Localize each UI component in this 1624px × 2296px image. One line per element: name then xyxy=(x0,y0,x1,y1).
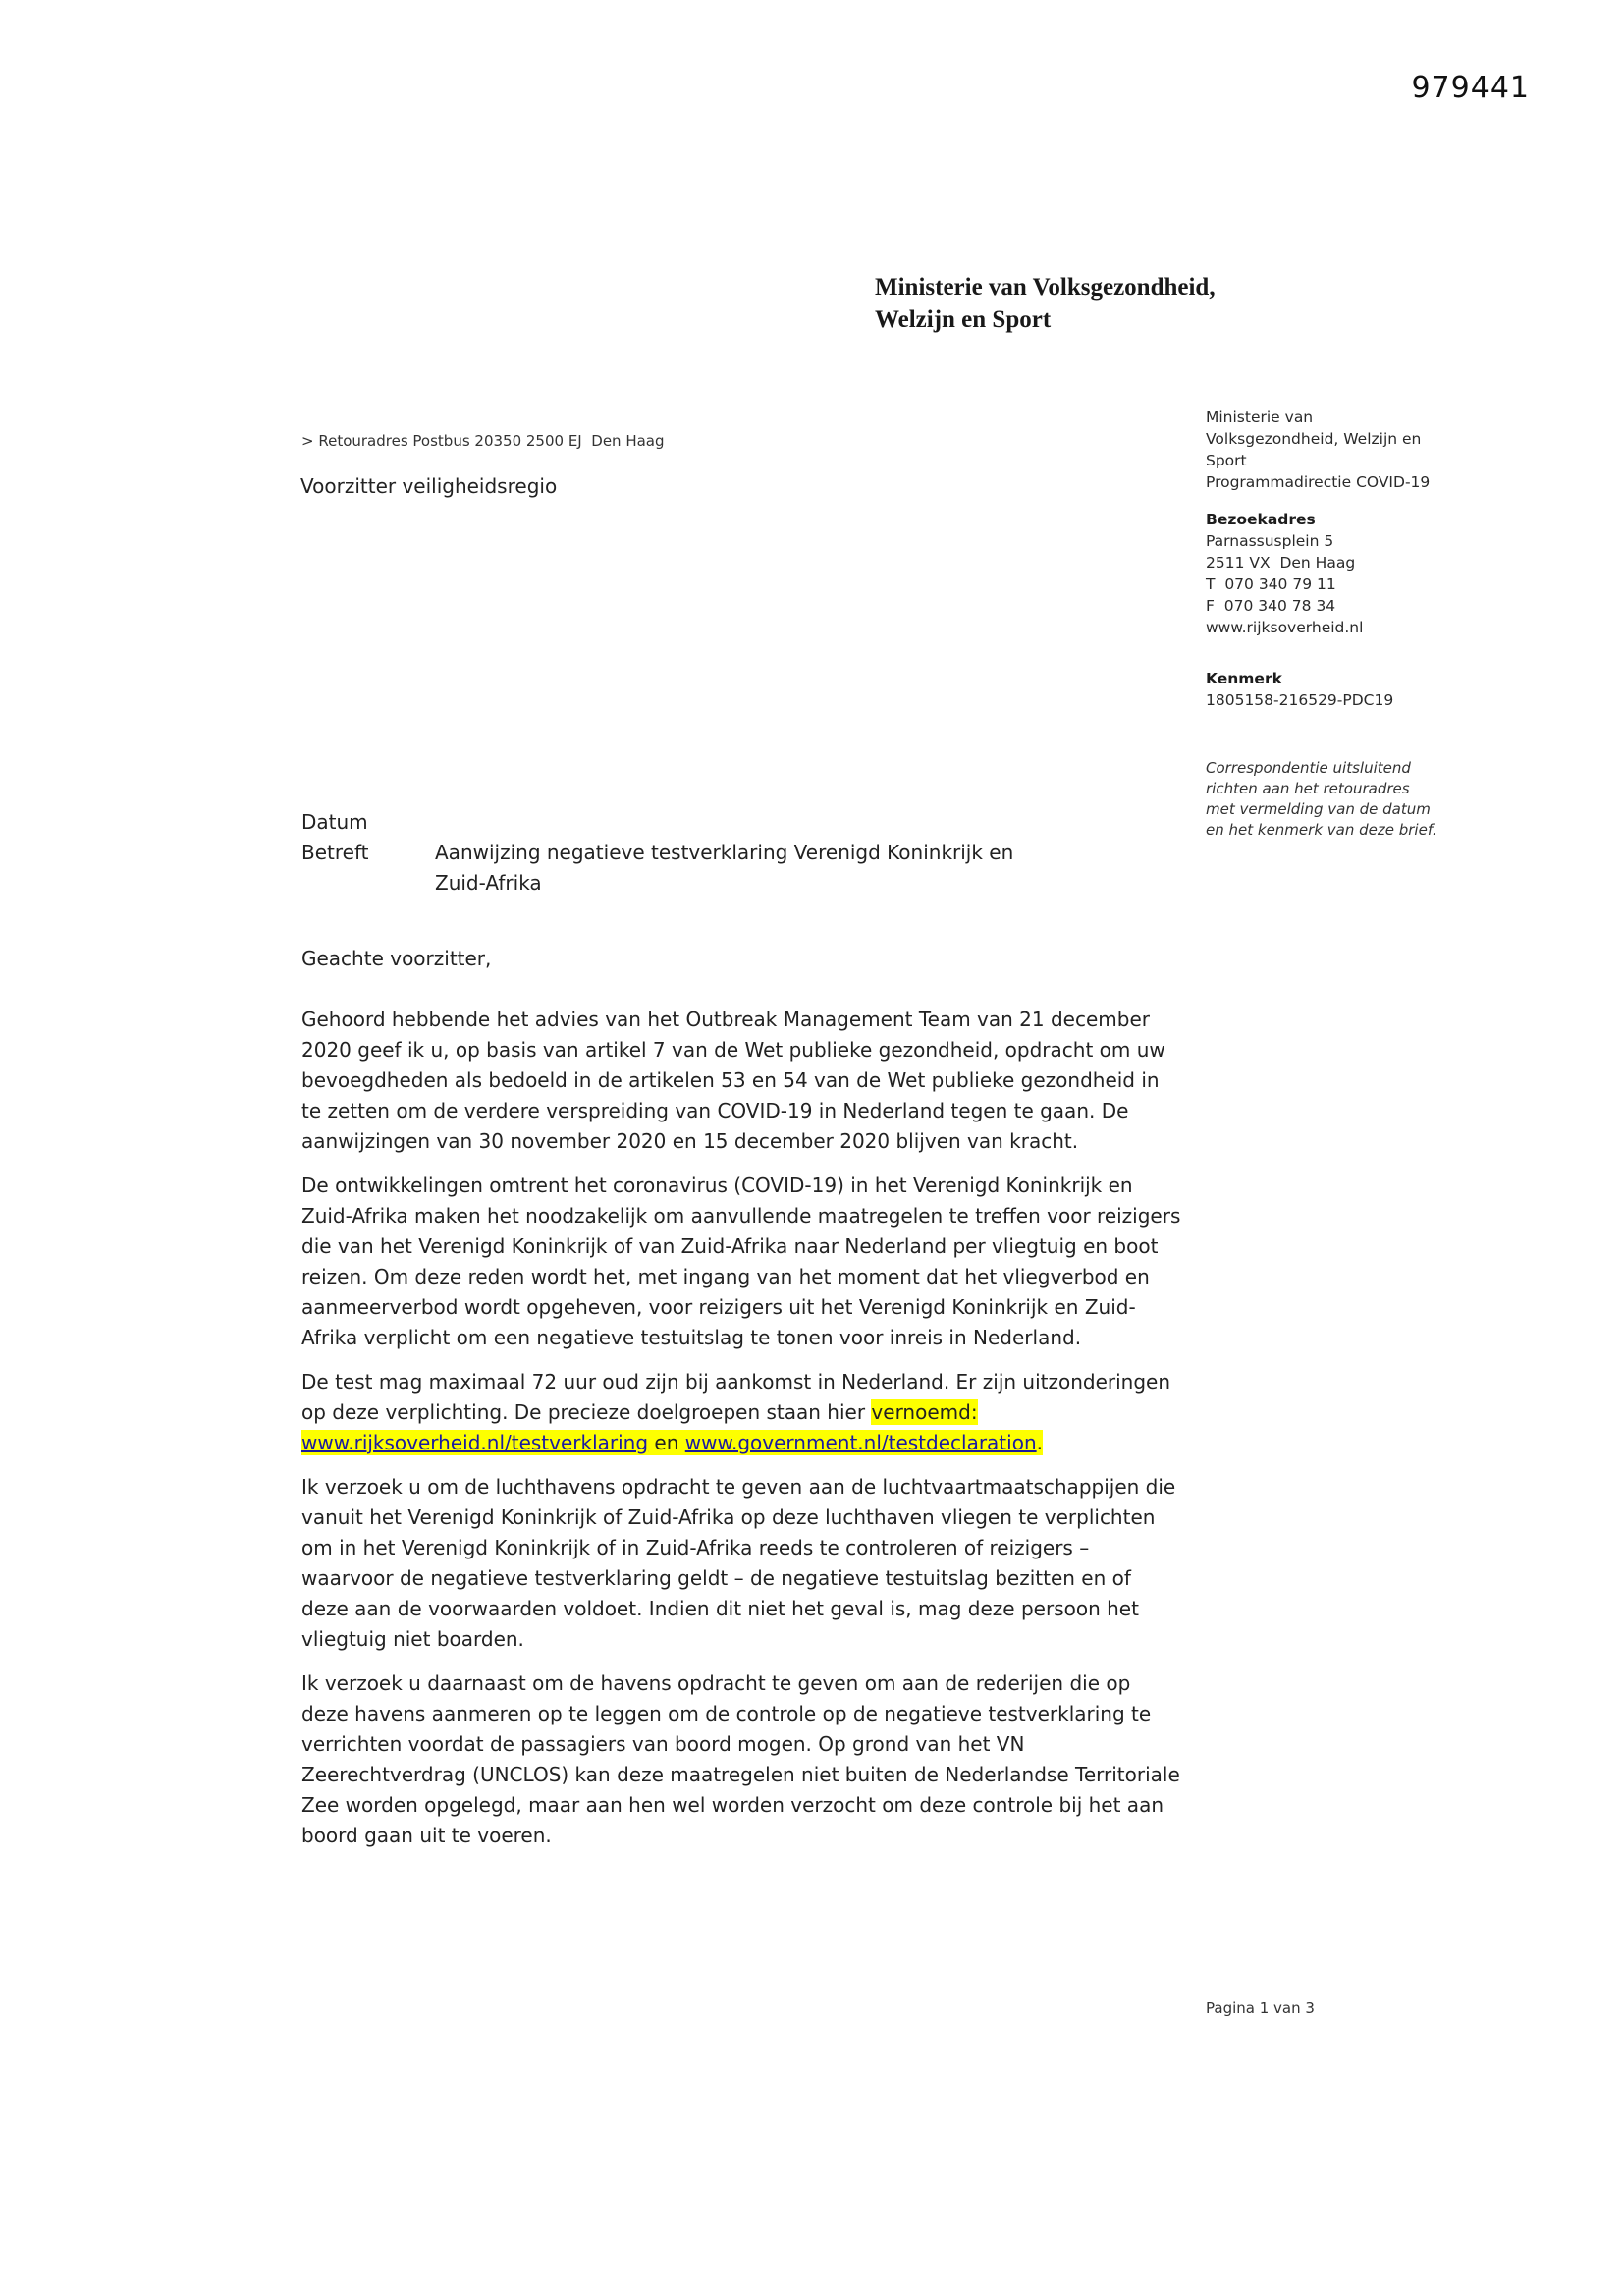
sidebar-visit-address xyxy=(1206,509,1463,638)
org-line: Ministerie van xyxy=(1206,409,1314,426)
highlight-mid: en xyxy=(648,1431,685,1454)
reference-value: 1805158-216529-PDC19 xyxy=(1206,691,1394,709)
paragraph: Ik verzoek u daarnaast om de havens opdracht te geven om aan de rederijen die op deze havens aanmeren op te leggen om de controle op de negatieve testverklaring te verrichten voordat de passagiers van boord mogen. Op grond van het VN Zeerechtverdrag (UNCLOS) kan deze maatregelen niet buiten de Nederlandse Territoriale Zee worden opgelegd, maar aan hen wel worden verzocht om deze controle bij het aan boord gaan uit te voeren. xyxy=(301,1671,1180,1847)
betreft-row xyxy=(301,838,1183,899)
visit-address-line: www.rijksoverheid.nl xyxy=(1206,619,1364,636)
recipient: Voorzitter veiligheidsregio xyxy=(300,474,558,498)
org-line: Sport xyxy=(1206,452,1247,469)
betreft-label: Betreft xyxy=(301,841,369,864)
datum-label: Datum xyxy=(301,810,368,834)
visit-address-line: T 070 340 79 11 xyxy=(1206,575,1336,593)
sidebar-organisation xyxy=(1206,407,1463,493)
highlight-lead: vernoemd: xyxy=(871,1400,978,1424)
paragraph: Ik verzoek u om de luchthavens opdracht te geven aan de luchtvaartmaatschappijen die vanuit het Verenigd Koninkrijk of Zuid-Afrika op deze luchthaven vliegen te verplichten om in het Verenigd Koninkrijk of in Zuid-Afrika reeds te controleren of reizigers – waarvoor de negatieve testverklaring geldt – de negatieve testuitslag bezitten en of deze aan de voorwaarden voldoet. Indien dit niet het geval is, mag deze persoon het vliegtuig niet boarden. xyxy=(301,1475,1176,1651)
ministry-wordmark-line2: Welzijn en Sport xyxy=(875,306,1052,333)
letter-body xyxy=(301,807,1183,1851)
visit-address-line: Parnassusplein 5 xyxy=(1206,532,1334,550)
highlight-end: . xyxy=(1036,1431,1043,1454)
paragraph: Gehoord hebbende het advies van het Outbreak Management Team van 21 december 2020 geef ik u, op basis van artikel 7 van de Wet publieke gezondheid, opdracht om uw bevoegdheden als bedoeld in de artikelen 53 en 54 van de Wet publieke gezondheid in te zetten om de verdere verspreiding van COVID-19 in Nederland tegen te gaan. De aanwijzingen van 30 november 2020 en 15 december 2020 blijven van kracht. xyxy=(301,1008,1165,1153)
page-number: Pagina 1 van 3 xyxy=(1206,1999,1315,2017)
visit-address-line: F 070 340 78 34 xyxy=(1206,597,1336,615)
ministry-wordmark xyxy=(875,271,1216,336)
correspondence-note: Correspondentie uitsluitend richten aan het retouradres met vermelding van de datum en het kenmerk van deze brief. xyxy=(1206,759,1437,839)
paragraph: De ontwikkelingen omtrent het coronavirus (COVID-19) in het Verenigd Koninkrijk en Zuid-Afrika maken het noodzakelijk om aanvullende maatregelen te treffen voor reizigers die van het Verenigd Koninkrijk of van Zuid-Afrika naar Nederland per vliegtuig en boot reizen. Om deze reden wordt het, met ingang van het moment dat het vliegverbod en aanmeerverbod wordt opgeheven, voor reizigers uit het Verenigd Koninkrijk en Zuid-Afrika verplicht om een negatieve testuitslag te tonen voor inreis in Nederland. xyxy=(301,1174,1181,1349)
rijksoverheid-testverklaring-link[interactable]: www.rijksoverheid.nl/testverklaring xyxy=(301,1431,649,1454)
visit-address-label: Bezoekadres xyxy=(1206,511,1316,528)
doc-number: 979441 xyxy=(1411,71,1530,105)
betreft-value: Aanwijzing negatieve testverklaring Verenigd Koninkrijk en Zuid-Afrika xyxy=(435,841,1014,895)
test-paragraph-text: De test mag maximaal 72 uur oud zijn bij aankomst in Nederland. Er zijn uitzonderingen op deze verplichting. De precieze doelgroepen staan hier xyxy=(301,1370,1171,1424)
government-testdeclaration-link[interactable]: www.government.nl/testdeclaration xyxy=(684,1431,1037,1454)
visit-address-line: 2511 VX Den Haag xyxy=(1206,554,1356,572)
return-address: > Retouradres Postbus 20350 2500 EJ Den Haag xyxy=(301,432,665,450)
datum-row xyxy=(301,807,1183,838)
sidebar-reference xyxy=(1206,668,1463,711)
ministry-wordmark-line1: Ministerie van Volksgezondheid, xyxy=(875,274,1216,301)
org-line: Programmadirectie COVID-19 xyxy=(1206,473,1431,491)
reference-label: Kenmerk xyxy=(1206,670,1282,687)
paragraph-test-declaration xyxy=(301,1367,1183,1458)
letter-sidebar xyxy=(1206,407,1463,841)
org-line: Volksgezondheid, Welzijn en xyxy=(1206,430,1422,448)
salutation: Geachte voorzitter, xyxy=(301,947,492,970)
